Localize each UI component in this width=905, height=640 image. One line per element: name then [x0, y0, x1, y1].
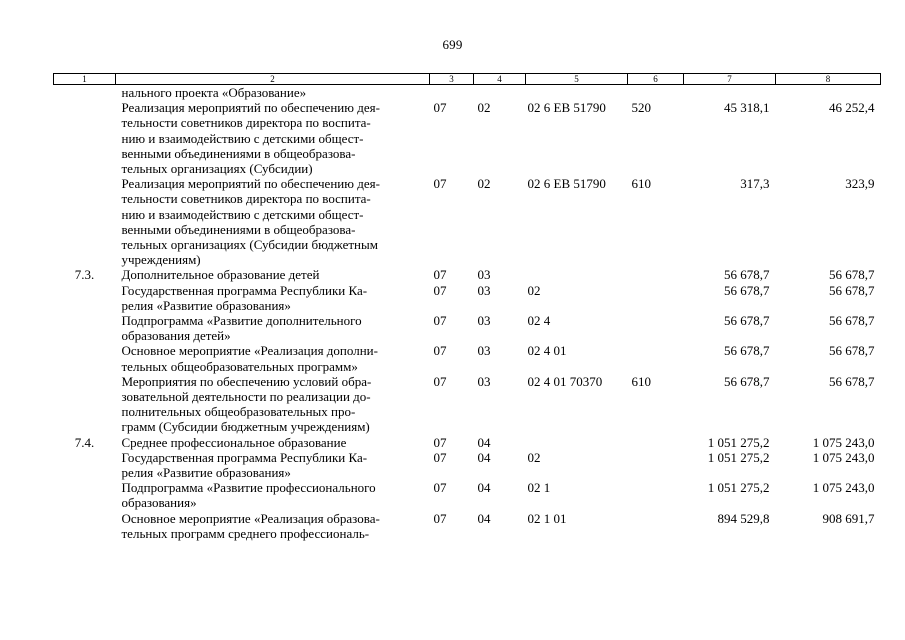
amount-year-1: 56 678,7 — [724, 313, 770, 329]
expense-type-code — [628, 283, 684, 313]
row-number — [54, 283, 116, 313]
amount-year-1: 1 051 275,2 — [707, 449, 770, 465]
row-number — [54, 313, 116, 343]
section-code: 07 — [433, 267, 447, 283]
amount-year-2: 56 678,7 — [829, 373, 875, 389]
row-number: 7.4. — [74, 434, 95, 450]
amount-year-1: 45 318,1 — [724, 100, 770, 116]
amount-year-2: 908 691,7 — [822, 510, 875, 526]
row-name: Государственная программа Республики Ка- релия «Развитие образования» — [121, 282, 368, 313]
table-row — [54, 100, 881, 176]
subsection-code: 03 — [477, 373, 491, 389]
column-number-4: 4 — [474, 74, 526, 85]
expense-type-code — [628, 85, 684, 101]
row-name: Среднее профессиональное образование — [121, 434, 347, 450]
amount-year-2: 56 678,7 — [829, 267, 875, 283]
target-article-code: 02 1 — [527, 480, 551, 496]
subsection-code: 03 — [477, 313, 491, 329]
amount-year-2: 1 075 243,0 — [812, 434, 875, 450]
amount-year-1: 56 678,7 — [724, 267, 770, 283]
row-number — [54, 343, 116, 373]
row-name: Дополнительное образование детей — [121, 267, 320, 283]
amount-year-1: 1 051 275,2 — [707, 480, 770, 496]
row-name: Реализация мероприятий по обеспечению дея- тельности советников директора по воспита- нию и взаимодействию с детскими общест- венными объединениями в общеобразова- тельных организациях (Субсидии бюджетным учреждениям) — [121, 176, 380, 268]
column-number-1: 1 — [54, 74, 116, 85]
amount-year-1: 56 678,7 — [724, 282, 770, 298]
target-article-code: 02 6 EB 51790 — [527, 100, 606, 116]
row-number — [54, 100, 116, 176]
subsection-code: 04 — [477, 480, 491, 496]
row-name: Подпрограмма «Развитие профессионального образования» — [121, 480, 376, 511]
amount-year-2: 56 678,7 — [829, 313, 875, 329]
section-code: 07 — [433, 510, 447, 526]
target-article-code — [526, 267, 628, 282]
expense-type-code — [628, 450, 684, 480]
row-name: Основное мероприятие «Реализация дополни- тельных общеобразовательных программ» — [121, 343, 378, 374]
subsection-code: 02 — [477, 100, 491, 116]
section-code: 07 — [433, 343, 447, 359]
subsection-code: 04 — [477, 510, 491, 526]
row-name: нального проекта «Образование» — [121, 85, 307, 100]
column-number-row — [54, 74, 881, 85]
row-number — [54, 85, 116, 101]
table-row — [54, 374, 881, 435]
expense-type-code — [628, 313, 684, 343]
subsection-code: 03 — [477, 343, 491, 359]
table-row — [54, 267, 881, 282]
expense-type-code: 610 — [631, 176, 651, 192]
section-code: 07 — [433, 434, 447, 450]
amount-year-1: 1 051 275,2 — [707, 434, 770, 450]
row-number — [54, 176, 116, 267]
page-number: 699 — [442, 37, 463, 52]
amount-year-2: 56 678,7 — [829, 282, 875, 298]
subsection-code — [474, 85, 526, 101]
target-article-code: 02 6 EB 51790 — [527, 176, 606, 192]
target-article-code: 02 — [527, 282, 541, 298]
subsection-code: 04 — [477, 434, 491, 450]
row-name: Подпрограмма «Развитие дополнительного образования детей» — [121, 313, 362, 344]
column-number-5: 5 — [526, 74, 628, 85]
target-article-code: 02 1 01 — [527, 510, 567, 526]
subsection-code: 03 — [477, 282, 491, 298]
row-name: Реализация мероприятий по обеспечению дея- тельности советников директора по воспита- нию и взаимодействию с детскими общест- венными объединениями в общеобразова- тельных организациях (Субсидии) — [121, 100, 380, 177]
amount-year-2: 1 075 243,0 — [812, 480, 875, 496]
table-row — [54, 435, 881, 450]
column-number-6: 6 — [628, 74, 684, 85]
amount-year-1: 317,3 — [740, 176, 770, 192]
amount-year-2: 56 678,7 — [829, 343, 875, 359]
column-number-3: 3 — [430, 74, 474, 85]
row-name: Мероприятия по обеспечению условий обра- зовательной деятельности по реализации до- полнительных общеобразовательных про- грамм (Субсидии бюджетным учреждениям) — [121, 373, 372, 435]
target-article-code — [526, 435, 628, 450]
section-code: 07 — [433, 282, 447, 298]
section-code: 07 — [433, 480, 447, 496]
subsection-code: 03 — [477, 267, 491, 283]
table-row — [54, 511, 881, 541]
target-article-code: 02 4 01 — [527, 343, 567, 359]
expense-type-code — [628, 267, 684, 282]
row-number — [54, 480, 116, 510]
target-article-code: 02 4 — [527, 313, 551, 329]
amount-year-1: 894 529,8 — [717, 510, 770, 526]
section-code: 07 — [433, 100, 447, 116]
budget-table — [53, 73, 881, 541]
expense-type-code — [628, 480, 684, 510]
section-code — [430, 85, 474, 101]
amount-year-2: 323,9 — [845, 176, 875, 192]
section-code: 07 — [433, 313, 447, 329]
table-row — [54, 313, 881, 343]
subsection-code: 02 — [477, 176, 491, 192]
target-article-code: 02 — [527, 449, 541, 465]
table-body — [54, 85, 881, 542]
amount-year-2: 46 252,4 — [829, 100, 875, 116]
amount-year-1: 56 678,7 — [724, 343, 770, 359]
subsection-code: 04 — [477, 449, 491, 465]
row-number — [54, 450, 116, 480]
target-article-code: 02 4 01 70370 — [527, 373, 603, 389]
table-row — [54, 85, 881, 101]
expense-type-code: 520 — [631, 100, 651, 116]
row-number — [54, 511, 116, 541]
column-number-8: 8 — [776, 74, 881, 85]
table-row — [54, 283, 881, 313]
section-code: 07 — [433, 176, 447, 192]
row-number: 7.3. — [74, 267, 95, 283]
table-row — [54, 343, 881, 373]
amount-year-1: 56 678,7 — [724, 373, 770, 389]
row-name: Государственная программа Республики Ка- релия «Развитие образования» — [121, 449, 368, 481]
amount-year-1 — [684, 85, 776, 101]
row-number — [54, 374, 116, 435]
expense-type-code: 610 — [631, 373, 651, 389]
table-row — [54, 176, 881, 267]
section-code: 07 — [433, 449, 447, 465]
expense-type-code — [628, 511, 684, 541]
table-row — [54, 450, 881, 480]
amount-year-2 — [776, 85, 881, 101]
target-article-code — [526, 85, 628, 101]
section-code: 07 — [433, 373, 447, 389]
expense-type-code — [628, 435, 684, 450]
expense-type-code — [628, 343, 684, 373]
column-number-2: 2 — [116, 74, 430, 85]
amount-year-2: 1 075 243,0 — [812, 449, 875, 465]
column-number-7: 7 — [684, 74, 776, 85]
table-row — [54, 480, 881, 510]
row-name: Основное мероприятие «Реализация образова- тельных программ среднего профессиональ- — [121, 510, 380, 541]
